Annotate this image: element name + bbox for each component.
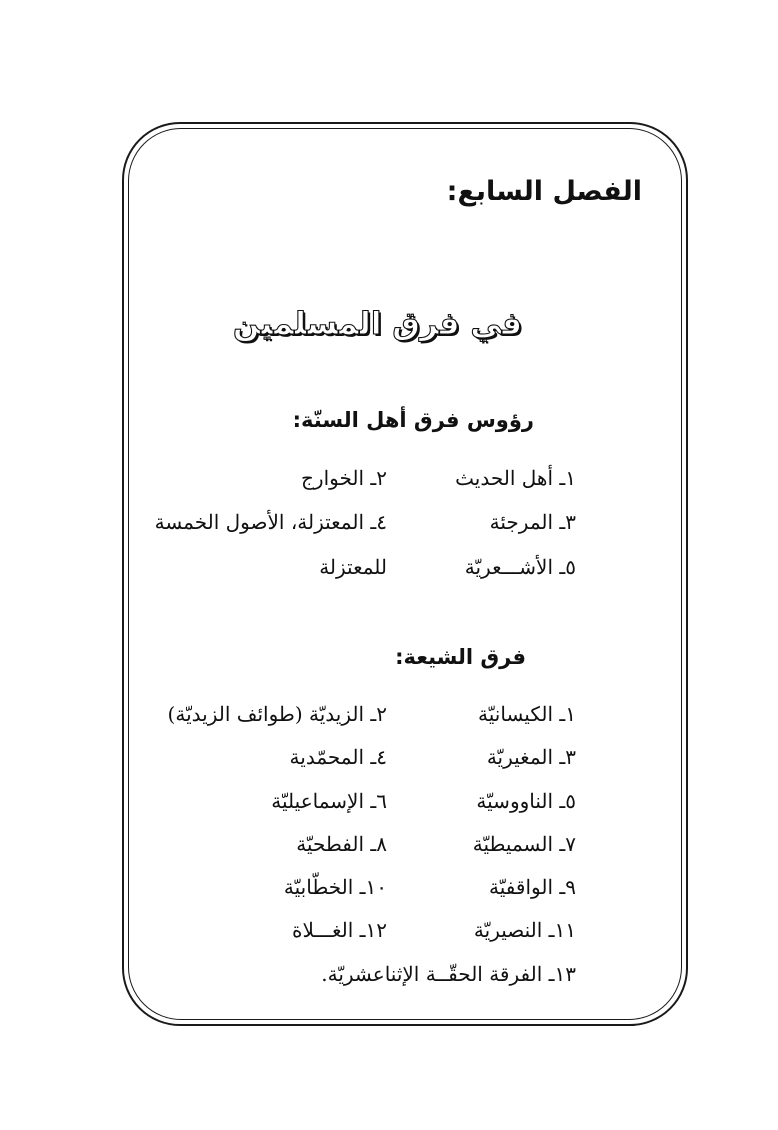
chapter-title: في فرق المسلمين [232,306,522,342]
sunni-item-3: ٣ـ المرجئة [489,510,576,534]
shia-sects-heading: فرق الشيعة: [395,645,526,669]
shia-item-12: ١٢ـ الغـــلاة [292,918,387,942]
shia-item-8: ٨ـ الفطحيّة [296,832,387,856]
shia-item-2: ٢ـ الزيديّة (طوائف الزيديّة) [167,702,387,726]
page-border-inner [128,128,682,1020]
chapter-heading: الفصل السابع: [446,176,642,207]
shia-item-4: ٤ـ المحمّدية [289,745,387,769]
sunni-item-4: ٤ـ المعتزلة، الأصول الخمسة [154,510,387,534]
shia-item-1: ١ـ الكيسانيّة [478,702,576,726]
shia-item-6: ٦ـ الإسماعيليّة [271,789,387,813]
sunni-item-1: ١ـ أهل الحديث [455,466,576,490]
sunni-item-5: ٥ـ الأشـــعريّة [464,555,576,579]
sunni-sects-heading: رؤوس فرق أهل السنّة: [292,408,534,432]
shia-item-9: ٩ـ الواقفيّة [489,875,576,899]
sunni-item-2: ٢ـ الخوارج [301,466,387,490]
shia-item-11: ١١ـ النصيريّة [473,918,576,942]
shia-item-3: ٣ـ المغيريّة [486,745,576,769]
shia-item-7: ٧ـ السميطيّة [472,832,576,856]
shia-item-10: ١٠ـ الخطّابيّة [283,875,387,899]
shia-item-13: ١٣ـ الفرقة الحقّــة الإثناعشريّة. [321,962,576,986]
sunni-item-5-continued: للمعتزلة [319,555,387,579]
shia-item-5: ٥ـ الناووسيّة [476,789,576,813]
